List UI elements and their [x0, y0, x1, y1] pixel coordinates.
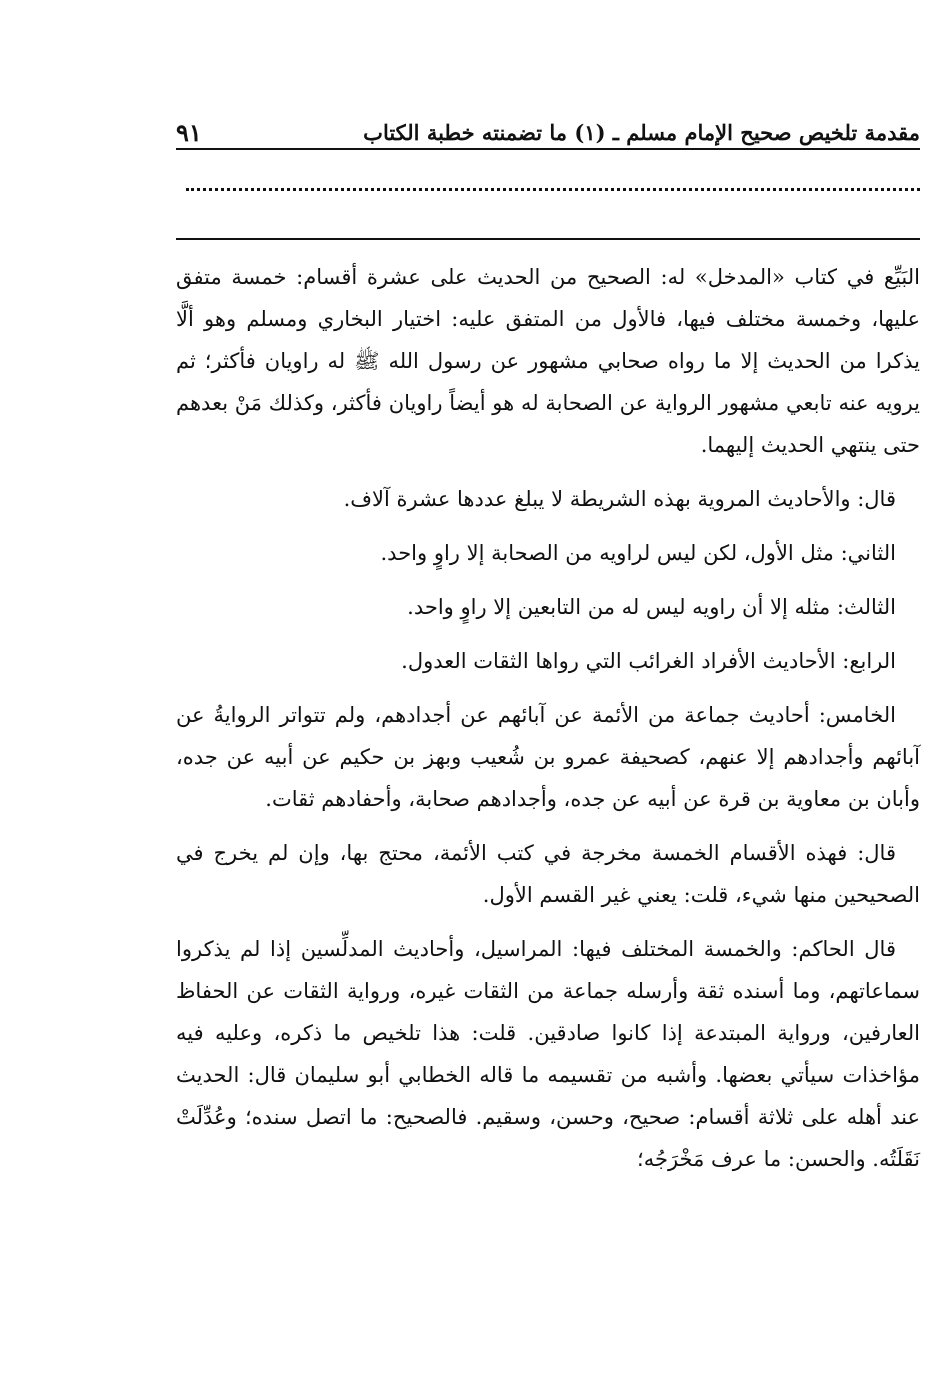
paragraph: البَيِّع في كتاب «المدخل» له: الصحيح من الحديث على عشرة أقسام: خمسة متفق عليها، وخمسة مختلف فيها، فالأول من المتفق عليه: اختيار البخاري ومسلم وهو ألَّا يذكرا من الحديث إلا ما رواه صحابي مشهور عن رسول الله ﷺ له راويان فأكثر؛ ثم يرويه عنه تابعي مشهور الرواية عن الصحابة له هو أيضاً راويان فأكثر، وكذلك مَنْ بعدهم حتى ينتهي الحديث إليهما.: [176, 265, 920, 457]
main-text: [176, 256, 920, 1192]
footnote-rule: [176, 238, 920, 240]
paragraph: قال: فهذه الأقسام الخمسة مخرجة في كتب الأئمة، محتج بها، وإن لم يخرج في الصحيحين منها شيء، قلت: يعني غير القسم الأول.: [176, 841, 920, 907]
dotted-separator: [186, 188, 920, 208]
paragraph: الرابع: الأحاديث الأفراد الغرائب التي رواها الثقات العدول.: [401, 649, 896, 673]
header-title: مقدمة تلخيص صحيح الإمام مسلم ـ (١) ما تضمنته خطبة الكتاب: [363, 120, 920, 145]
paragraph: الثالث: مثله إلا أن راويه ليس له من التابعين إلا راوٍ واحد.: [407, 595, 896, 619]
header-rule: [176, 148, 920, 150]
paragraph: قال الحاكم: والخمسة المختلف فيها: المراسيل، وأحاديث المدلِّسين إذا لم يذكروا سماعاتهم، وما أسنده ثقة وأرسله جماعة من الثقات غيره، ورواية الثقات عن الحفاظ العارفين، ورواية المبتدعة إذا كانوا صادقين. قلت: هذا تلخيص ما ذكره، وعليه فيه مؤاخذات سيأتي بعضها. وأشبه من تقسيمه ما قاله الخطابي أبو سليمان قال: الحديث عند أهله على ثلاثة أقسام: صحيح، وحسن، وسقيم. فالصحيح: ما اتصل سنده؛ وعُدِّلَتْ نَقَلَتُه. والحسن: ما عرف مَخْرَجُه؛: [176, 937, 920, 1171]
paragraph: الخامس: أحاديث جماعة من الأئمة عن آبائهم عن أجدادهم، ولم تتواتر الروايةُ عن آبائهم وأجدادهم إلا عنهم، كصحيفة عمرو بن شُعيب وبهز بن حكيم عن أبيه عن جده، وأبان بن معاوية بن قرة عن أبيه عن جده، وأجدادهم صحابة، وأحفادهم ثقات.: [176, 703, 920, 811]
paragraph: قال: والأحاديث المروية بهذه الشريطة لا يبلغ عددها عشرة آلاف.: [343, 487, 896, 511]
paragraph: الثاني: مثل الأول، لكن ليس لراويه من الصحابة إلا راوٍ واحد.: [380, 541, 896, 565]
page-number: ٩١: [176, 118, 202, 147]
running-header: [176, 112, 920, 148]
